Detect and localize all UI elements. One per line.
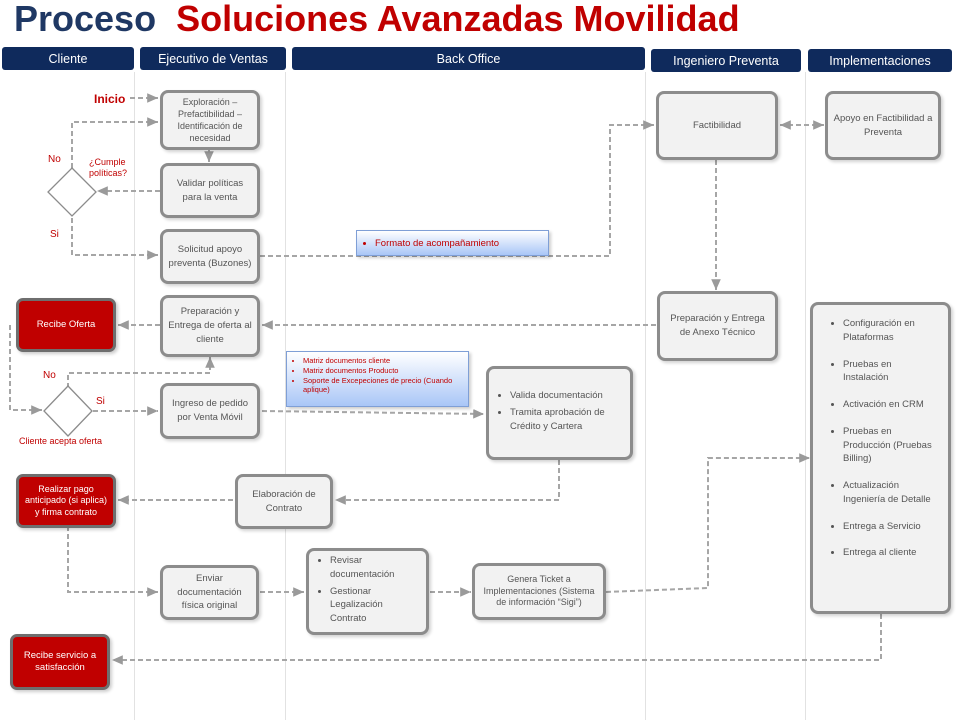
step-valida-documentacion — [486, 366, 633, 460]
decision-accept-label: Cliente acepta oferta — [19, 436, 103, 446]
client-realizar-pago: Realizar pago anticipado (si aplica) y firma contrato — [16, 474, 116, 528]
list-item: • Pruebas en Producción (Pruebas Billing) — [843, 425, 938, 466]
start-label: Inicio — [94, 92, 126, 106]
step-revisar-documentacion — [306, 548, 429, 635]
list-item: • Configuración en Plataformas — [843, 317, 938, 345]
revisar-list — [317, 554, 418, 629]
title-prefix: Proceso — [14, 0, 157, 39]
arrow-si-solicitud — [72, 218, 158, 255]
decision-diamond-oferta — [44, 386, 92, 436]
step-apoyo-factibilidad: Apoyo en Factibilidad a Preventa — [825, 91, 941, 160]
arrow-ingreso-valida — [262, 411, 484, 414]
step-exploracion: Exploración – Prefactibilidad – Identificación de necesidad — [160, 90, 260, 150]
note-list — [361, 238, 499, 249]
arrow-implementaciones-servicio — [112, 614, 881, 660]
implementaciones-list — [823, 317, 938, 563]
list-item: • Entrega al cliente — [843, 546, 938, 560]
arrow-valida-elaboracion — [335, 460, 559, 500]
step-anexo-tecnico: Preparación y Entrega de Anexo Técnico — [657, 291, 778, 361]
note-list — [291, 356, 462, 395]
step-validar-politicas: Validar políticas para la venta — [160, 163, 260, 218]
note-formato-acompanamiento — [356, 230, 549, 256]
list-item: • Activación en CRM — [843, 398, 938, 412]
list-item: • Gestionar Legalización Contrato — [330, 585, 418, 626]
title-main: Soluciones Avanzadas Movilidad — [176, 0, 740, 39]
list-item: • Soporte de Excepeciones de precio (Cuando aplique) — [303, 376, 462, 396]
step-solicitud-apoyo: Solicitud apoyo preventa (Buzones) — [160, 229, 260, 284]
decision-question-label: ¿Cumple políticas? — [89, 157, 128, 179]
step-preparacion-oferta: Preparación y Entrega de oferta al cliente — [160, 295, 260, 357]
note-matriz-documentos — [286, 351, 469, 407]
lane-header-cliente: Cliente — [2, 47, 134, 70]
lane-header-preventa: Ingeniero Preventa — [651, 49, 801, 72]
client-recibe-oferta: Recibe Oferta — [16, 298, 116, 352]
decision-no-label: No — [43, 370, 56, 381]
list-item: • Pruebas en Instalación — [843, 358, 938, 386]
list-item: • Valida documentación — [510, 389, 622, 403]
list-item: • Matriz documentos Producto — [303, 366, 462, 376]
list-item: • Formato de acompañamiento — [375, 238, 499, 249]
list-item: • Revisar documentación — [330, 554, 418, 582]
decision-yes-label: Si — [96, 396, 105, 407]
list-item: • Matriz documentos cliente — [303, 356, 462, 366]
step-elaboracion-contrato: Elaboración de Contrato — [235, 474, 333, 529]
client-recibe-servicio: Recibe servicio a satisfacción — [10, 634, 110, 690]
valida-list — [497, 389, 622, 436]
step-ingreso-pedido: Ingreso de pedido por Venta Móvil — [160, 383, 260, 439]
lane-header-ejecutivo: Ejecutivo de Ventas — [140, 47, 286, 70]
step-genera-ticket: Genera Ticket a Implementaciones (Sistema de información “Sigi”) — [472, 563, 606, 620]
lane-header-implementaciones: Implementaciones — [808, 49, 952, 72]
arrow-pago-enviar — [68, 526, 158, 592]
list-item: • Tramita aprobación de Crédito y Cartera — [510, 406, 622, 434]
step-implementaciones — [810, 302, 951, 614]
decision-no-label: No — [48, 154, 61, 165]
lane-header-backoffice: Back Office — [292, 47, 645, 70]
list-item: • Entrega a Servicio — [843, 520, 938, 534]
list-item: • Actualización Ingeniería de Detalle — [843, 479, 938, 507]
arrow-ticket-implementaciones — [606, 458, 810, 592]
step-enviar-documentacion: Enviar documentación física original — [160, 565, 259, 620]
step-factibilidad: Factibilidad — [656, 91, 778, 160]
decision-yes-label: Si — [50, 229, 59, 240]
